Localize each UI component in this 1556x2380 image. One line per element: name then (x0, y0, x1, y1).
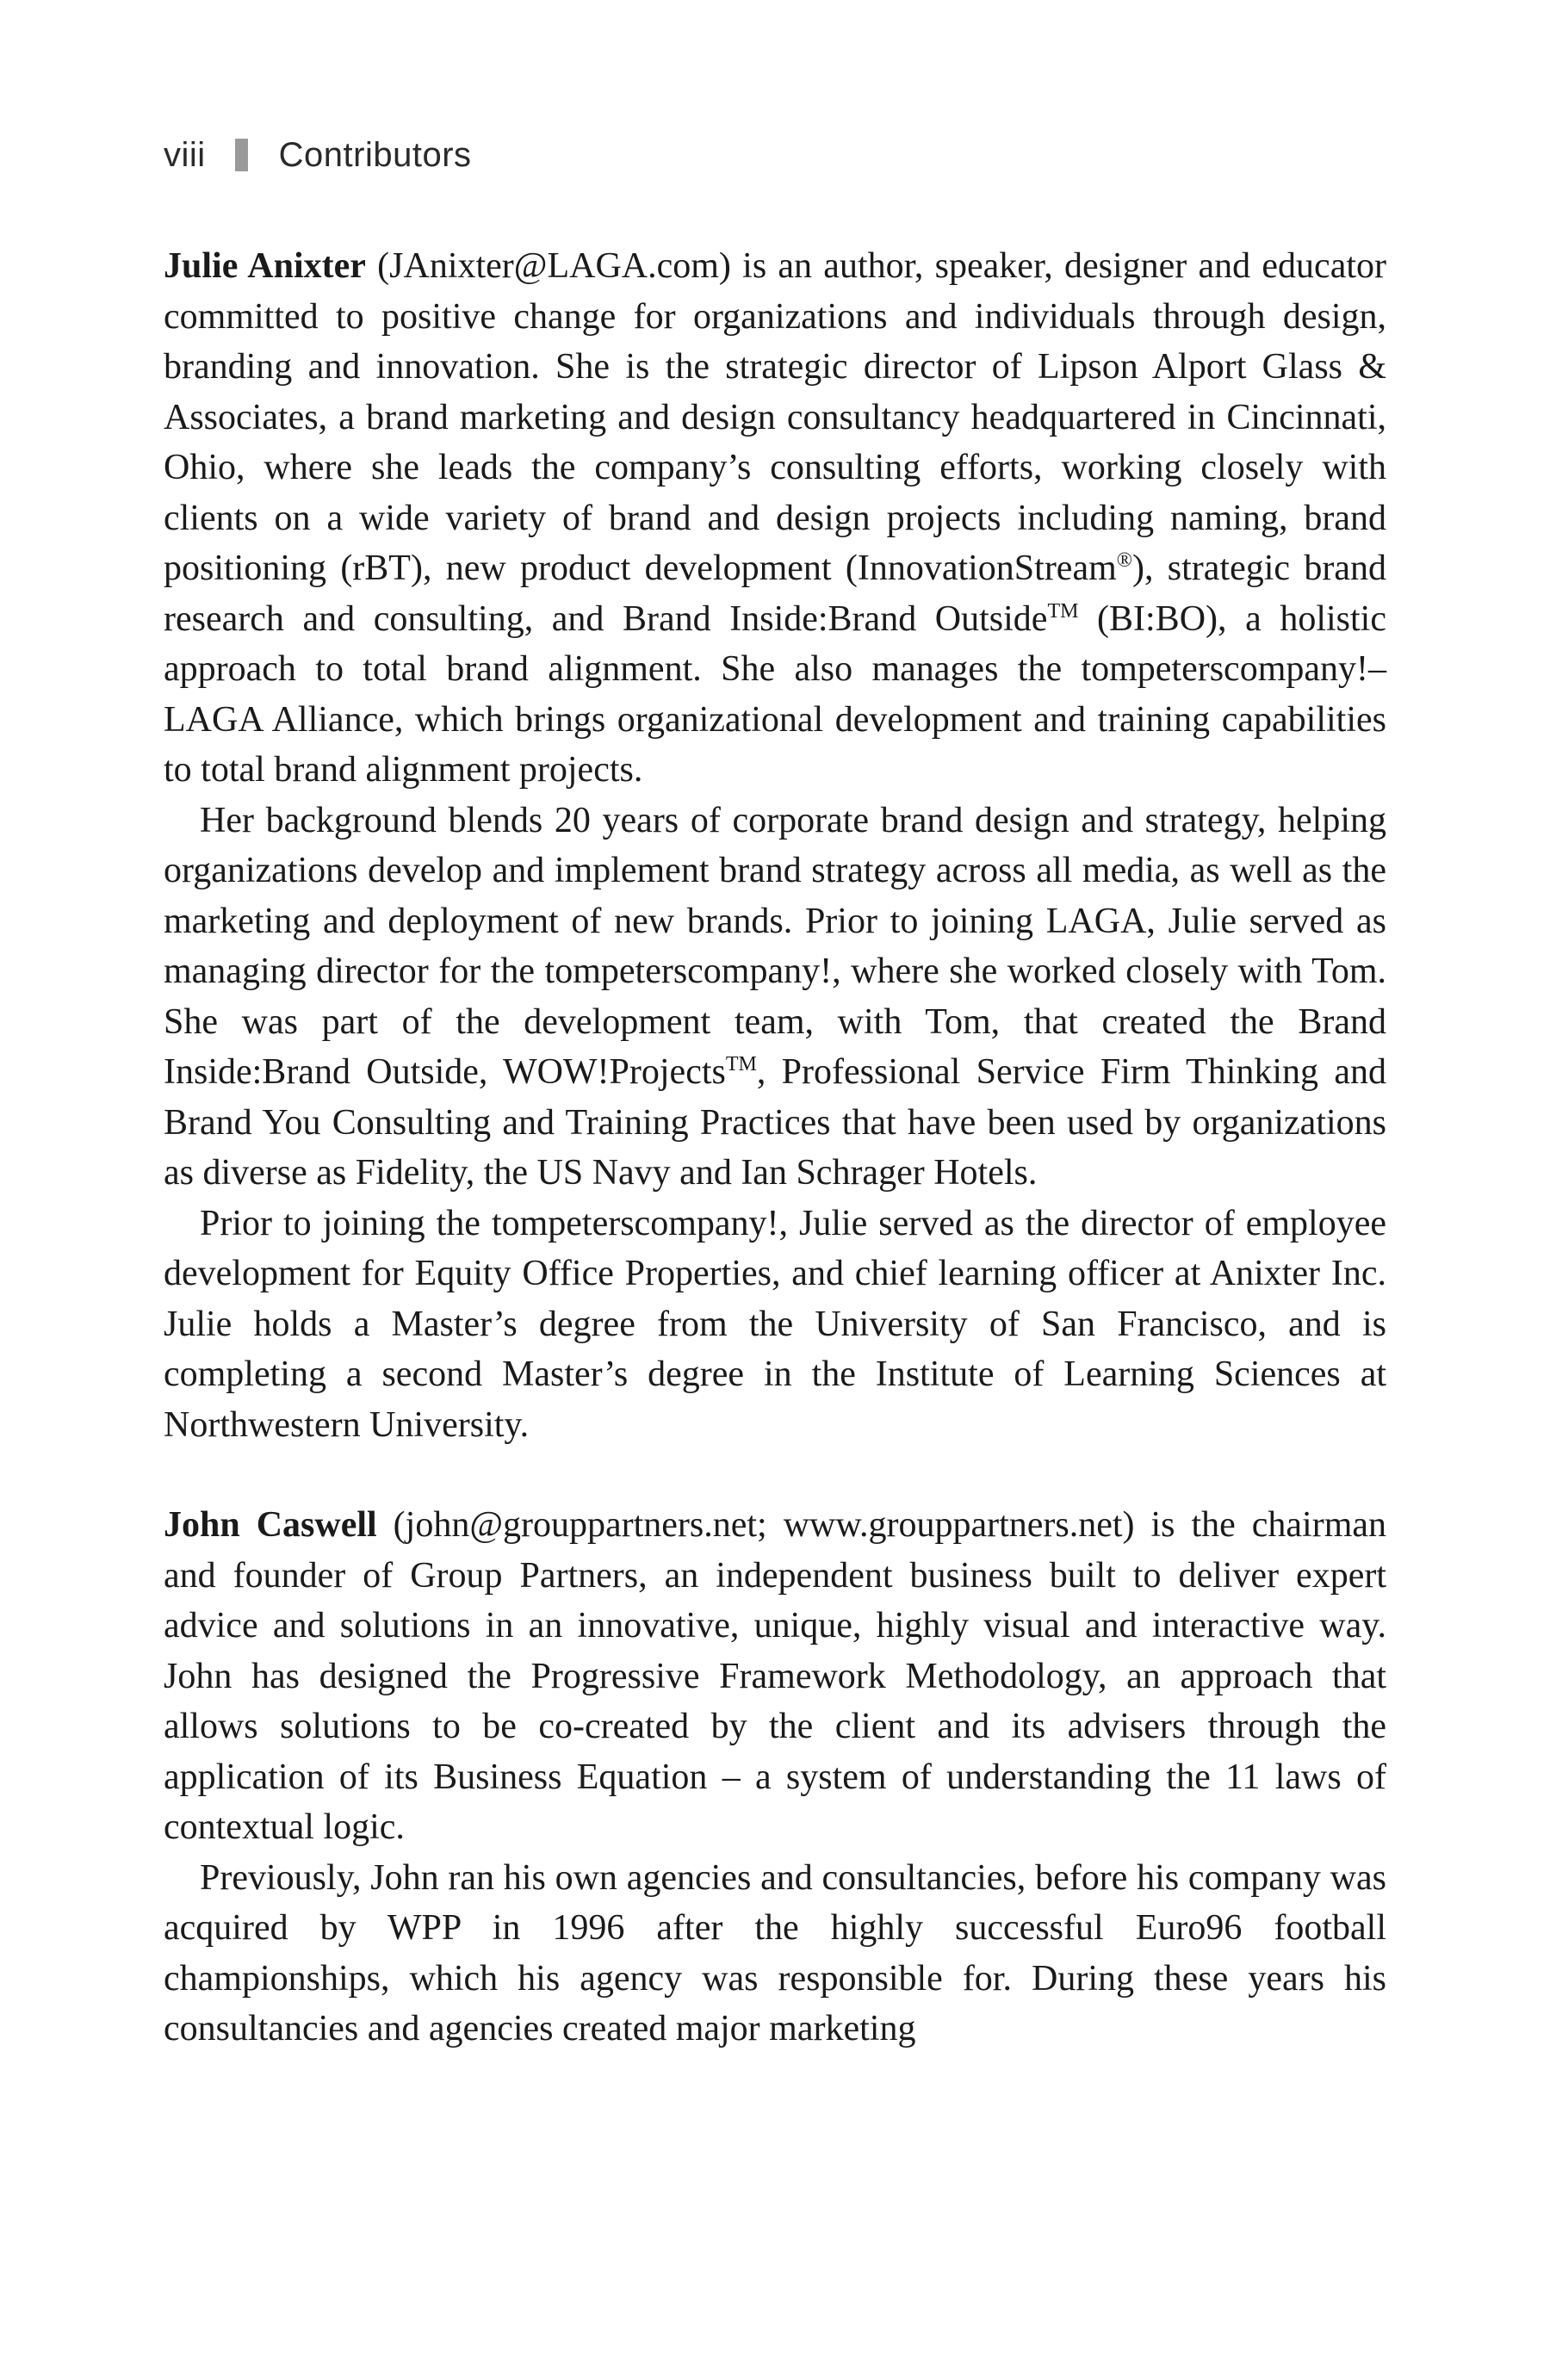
trademark-mark: TM (725, 1053, 757, 1075)
section-title: Contributors (278, 135, 472, 174)
paragraph-text: ), strategic brand research and consulting, and Brand Inside:Brand Outside (164, 549, 1386, 639)
body-paragraph: Previously, John ran his own agencies and consultancies, before his company was acquired by WPP in 1996 after the highly successful Euro96 football championships, which his agency was responsible for. During these years his consultancies and agencies created major marketing (164, 1857, 1386, 2048)
paragraph-text: Her background blends 20 years of corporate brand design and strategy, helping organizations develop and implement brand strategy across all media, as well as the marketing and deployment of new brands. Prior to joining LAGA, Julie served as managing director for the tompeterscompany!, where she worked closely with Tom. She was part of the development team, with Tom, that created the Brand Inside:Brand Outside, WOW!Projects (164, 800, 1386, 1092)
contributor-entry-paragraph (164, 1500, 1386, 1853)
contributor-name: John Caswell (164, 1505, 377, 1545)
paragraph-text: , Professional Service Firm Thinking and Brand You Consulting and Training Practices that have been used by organizations as diverse as Fidelity, the US Navy and Ian Schrager Hotels. (164, 1052, 1386, 1193)
paragraph-text: (BI:BO), a holistic approach to total brand alignment. She also manages the tompeterscompany!–LAGA Alliance, which brings organizational development and training capabilities to total brand alignment projects. (164, 598, 1386, 790)
contributor-name: Julie Anixter (164, 246, 366, 286)
page-number: viii (164, 135, 206, 174)
body-paragraph: Prior to joining the tompeterscompany!, Julie served as the director of employee development for Equity Office Properties, and chief learning officer at Anixter Inc. Julie holds a Master’s degree from the University of San Francisco, and is completing a second Master’s degree in the Institute of Learning Sciences at Northwestern University. (164, 1203, 1386, 1445)
trademark-mark: TM (1047, 599, 1079, 623)
contributor-entry-paragraph (164, 241, 1386, 796)
separator-block-icon (235, 139, 248, 171)
paragraph-text: (JAnixter@LAGA.com) is an author, speaker, designer and educator committed to positive change for organizations and individuals through design, branding and innovation. She is the strategic director of Lipson Alport Glass & Associates, a brand marketing and design consultancy headquartered in Cincinnati, Ohio, where she leads the company’s consulting efforts, working closely with clients on a wide variety of brand and design projects including naming, brand positioning (rBT), new product development (InnovationStream (164, 246, 1386, 588)
book-page (164, 129, 1386, 2055)
registered-mark: ® (1116, 549, 1132, 572)
body-paragraph (164, 796, 1386, 1199)
paragraph-text: (john@grouppartners.net; www.grouppartners.net) is the chairman and founder of Group Partners, an independent business built to deliver expert advice and solutions in an innovative, unique, highly visual and interactive way. John has designed the Progressive Framework Methodology, an approach that allows solutions to be co-created by the client and its advisers through the application of its Business Equation – a system of understanding the 11 laws of contextual logic. (164, 1505, 1387, 1847)
running-head (164, 129, 1386, 181)
contributors-body (164, 241, 1386, 2055)
